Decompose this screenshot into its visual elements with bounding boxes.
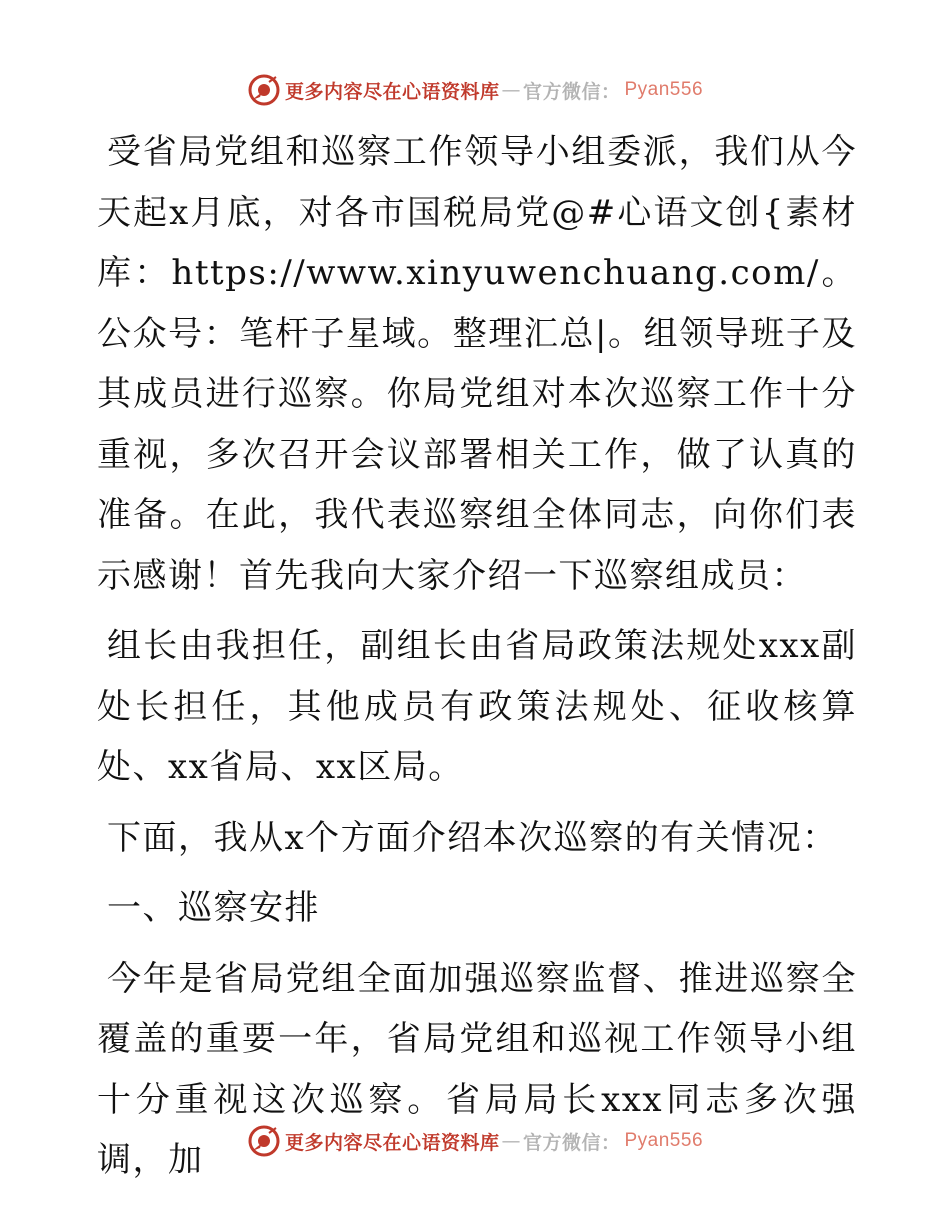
header-watermark [0,70,950,110]
watermark-separator: — [501,79,521,101]
watermark-label: 官方微信： [522,1131,621,1154]
watermark-text: 更多内容尽在心语资料库 [284,80,500,103]
document-body [97,122,857,1191]
footer-watermark [0,1121,950,1161]
watermark-id: Pyan556 [624,1130,704,1151]
watermark-text: 更多内容尽在心语资料库 [284,1131,500,1154]
paragraph: 今年是省局党组全面加强巡察监督、推进巡察全覆盖的重要一年，省局党组和巡视工作领导小组十分重视这次巡察。省局局长xxx同志多次强调，加 [97,958,857,1180]
paragraph: 下面，我从x个方面介绍本次巡察的有关情况： [107,817,838,858]
seal-logo-icon [247,1124,281,1158]
paragraph: 受省局党组和巡察工作领导小组委派，我们从今天起x月底，对各市国税局党@#心语文创{素材库：https://www.xinyuwenchuang.com/。公众号：笔杆子星域。整理汇总|。组领导班子及其成员进行巡察。你局党组对本次巡察工作十分重视，多次召开会议部署相关工作，做了认真的准备。在此，我代表巡察组全体同志，向你们表示感谢！首先我向大家介绍一下巡察组成员： [97,132,857,596]
watermark-separator: — [501,1130,521,1152]
section-heading: 一、巡察安排 [107,888,320,928]
seal-logo-icon [247,73,281,107]
watermark-label: 官方微信： [522,80,621,103]
watermark-id: Pyan556 [624,79,704,100]
paragraph: 组长由我担任，副组长由省局政策法规处xxx副处长担任，其他成员有政策法规处、征收核算处、xx省局、xx区局。 [97,626,857,787]
